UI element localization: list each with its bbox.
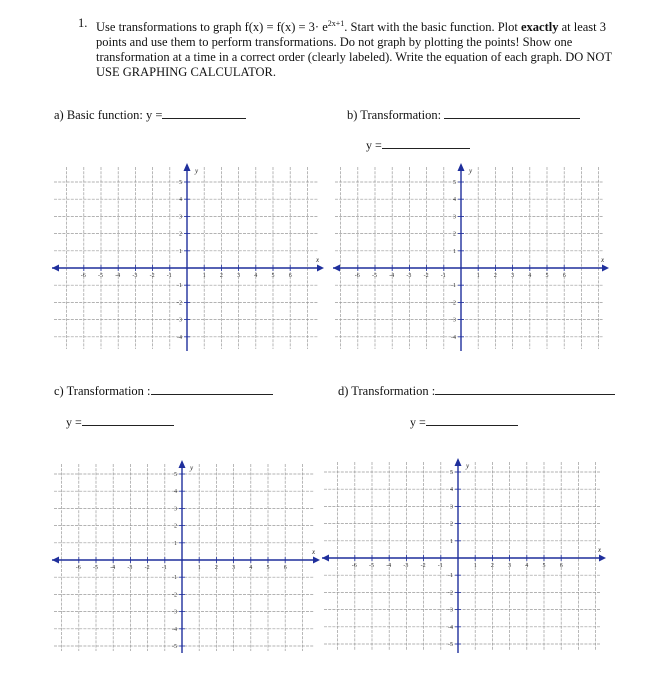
x-tick-label: -1	[440, 273, 446, 279]
x-tick-label: 2	[493, 273, 497, 279]
x-tick-label: -6	[351, 563, 357, 569]
y-tick-label: -2	[451, 300, 456, 307]
y-tick-label: 3	[179, 214, 182, 221]
part-c-equation-blank[interactable]	[82, 415, 174, 426]
part-b-label	[347, 108, 580, 123]
x-tick-label: -6	[75, 565, 81, 571]
y-tick-label: 1	[450, 538, 453, 545]
x-axis-arrow-left	[52, 265, 59, 272]
part-c-transformation-blank[interactable]	[151, 384, 273, 395]
x-axis-label: x	[598, 546, 602, 554]
y-tick-label: -2	[448, 590, 453, 597]
part-a-y-label: y =	[146, 108, 163, 122]
x-tick-label: 5	[266, 565, 270, 571]
x-tick-label: -6	[80, 273, 86, 279]
y-tick-label: -5	[448, 642, 453, 648]
y-tick-label: -3	[172, 609, 177, 616]
x-tick-label: 1	[473, 563, 477, 569]
y-axis-label: y	[469, 167, 473, 175]
axes	[333, 163, 609, 351]
x-tick-label: 6	[559, 563, 563, 569]
x-axis-arrow-right	[599, 555, 606, 562]
y-tick-label: -1	[448, 573, 453, 580]
y-tick-label: 5	[179, 180, 182, 186]
x-tick-label: -2	[420, 563, 426, 569]
part-b-title: b) Transformation:	[347, 108, 442, 122]
x-axis-arrow-right	[602, 265, 609, 272]
x-tick-label: -1	[166, 273, 172, 279]
x-tick-label: 6	[283, 565, 287, 571]
x-tick-label: 6	[562, 273, 566, 279]
y-tick-label: -4	[177, 334, 182, 341]
y-tick-label: 4	[179, 197, 182, 204]
y-tick-label: -1	[177, 283, 182, 290]
x-tick-label: 2	[214, 565, 218, 571]
y-tick-label: -2	[172, 592, 177, 599]
x-tick-label: -1	[161, 565, 167, 571]
x-tick-label: -5	[98, 273, 103, 279]
x-tick-label: -3	[406, 273, 412, 279]
x-tick-label: -5	[369, 563, 374, 569]
y-tick-label: 3	[174, 506, 177, 513]
part-d-y-label: y =	[410, 415, 426, 429]
y-tick-label: 3	[453, 214, 456, 221]
part-c-label	[54, 384, 273, 399]
y-tick-label: 3	[450, 504, 453, 511]
question-bold-word: exactly	[520, 20, 559, 35]
y-tick-label: -1	[451, 283, 456, 290]
x-tick-label: -1	[437, 563, 443, 569]
y-axis-label: y	[195, 167, 199, 175]
x-axis-arrow-left	[52, 557, 59, 564]
x-tick-label: 5	[271, 273, 275, 279]
tick-labels	[352, 470, 563, 648]
y-tick-label: -3	[448, 607, 453, 614]
part-d-transformation-blank[interactable]	[435, 384, 615, 395]
x-tick-label: -6	[354, 273, 360, 279]
part-d-equation-blank[interactable]	[426, 415, 518, 426]
x-tick-label: 2	[490, 563, 494, 569]
tick-labels	[76, 472, 287, 650]
x-tick-label: -4	[115, 273, 121, 279]
y-tick-label: -5	[172, 644, 177, 650]
axes	[52, 163, 324, 351]
y-tick-label: 5	[450, 470, 453, 476]
x-tick-label: 4	[528, 273, 532, 279]
graph-a[interactable]	[52, 163, 326, 353]
part-b-y-label: y =	[366, 138, 382, 152]
x-tick-label: -4	[110, 565, 116, 571]
y-tick-label: 2	[453, 231, 456, 238]
x-axis-arrow-right	[313, 557, 320, 564]
question-text	[96, 16, 636, 80]
x-tick-label: 4	[249, 565, 253, 571]
x-tick-label: -3	[127, 565, 133, 571]
x-tick-label: -4	[389, 273, 395, 279]
part-b-equation	[366, 138, 470, 153]
x-tick-label: 3	[511, 273, 515, 279]
x-tick-label: 1	[197, 565, 201, 571]
x-tick-label: -2	[144, 565, 150, 571]
tick-labels	[81, 180, 292, 341]
y-axis-arrow-up	[179, 460, 186, 468]
x-tick-label: -5	[93, 565, 98, 571]
x-tick-label: -3	[403, 563, 409, 569]
y-tick-label: 5	[174, 472, 177, 478]
tick-labels	[355, 180, 566, 341]
part-c-title: c) Transformation :	[54, 384, 151, 398]
x-axis-arrow-right	[317, 265, 324, 272]
y-axis-arrow-up	[184, 163, 191, 171]
x-tick-label: -2	[149, 273, 155, 279]
x-tick-label: -2	[423, 273, 429, 279]
x-tick-label: -3	[132, 273, 138, 279]
x-axis-label: x	[601, 256, 605, 264]
y-tick-label: -2	[177, 300, 182, 307]
part-b-equation-blank[interactable]	[382, 138, 470, 149]
question-rest: at least 3 points and use them to perform transformations. Do not graph by plotting the points! Show one transformation at a time in a correct order (clearly labeled). Write the equation of each graph. DO NOT USE GRAPHING CALCULATOR.	[96, 20, 612, 80]
question-number: 1.	[78, 16, 88, 30]
grid-lines	[335, 167, 603, 349]
part-c-y-label: y =	[66, 415, 82, 429]
y-tick-label: -4	[451, 334, 456, 341]
y-tick-label: 1	[174, 540, 177, 547]
x-tick-label: 3	[237, 273, 241, 279]
x-tick-label: 2	[219, 273, 223, 279]
y-axis-arrow-up	[455, 458, 462, 466]
x-tick-label: 1	[476, 273, 480, 279]
question-exponent: 2x+1	[327, 19, 345, 28]
y-tick-label: 4	[453, 197, 456, 204]
x-axis-label: x	[312, 548, 316, 556]
graph-d[interactable]	[322, 458, 608, 655]
part-d-title: d) Transformation :	[338, 384, 436, 398]
x-tick-label: -5	[372, 273, 377, 279]
graph-c[interactable]	[52, 460, 322, 655]
x-axis-arrow-left	[322, 555, 329, 562]
graph-b[interactable]	[333, 163, 611, 353]
x-axis-label: x	[316, 256, 320, 264]
axes	[52, 460, 320, 653]
y-axis-label: y	[466, 462, 470, 470]
x-axis-arrow-left	[333, 265, 340, 272]
question-after-exponent: . Start with the basic function. Plot	[344, 20, 521, 35]
part-b-transformation-blank[interactable]	[444, 108, 580, 119]
x-tick-label: 3	[508, 563, 512, 569]
part-a-label	[54, 108, 246, 123]
part-d-label	[338, 384, 615, 399]
x-tick-label: 3	[232, 565, 236, 571]
y-tick-label: 1	[179, 248, 182, 255]
x-tick-label: 4	[254, 273, 258, 279]
x-tick-label: 5	[542, 563, 546, 569]
x-tick-label: 5	[545, 273, 549, 279]
x-tick-label: 6	[288, 273, 292, 279]
grid-lines	[324, 462, 600, 651]
part-c-equation	[66, 415, 174, 430]
grid-lines	[54, 167, 318, 349]
y-tick-label: 5	[453, 180, 456, 186]
y-tick-label: 4	[174, 489, 177, 496]
y-tick-label: -4	[448, 624, 453, 631]
y-tick-label: 4	[450, 487, 453, 494]
grid-lines	[54, 464, 314, 651]
y-tick-label: -4	[172, 626, 177, 633]
part-a-function-blank[interactable]	[162, 108, 246, 119]
y-axis-label: y	[190, 464, 194, 472]
y-tick-label: 1	[453, 248, 456, 255]
y-tick-label: -1	[172, 575, 177, 582]
y-tick-label: -3	[177, 317, 182, 324]
y-tick-label: 2	[450, 521, 453, 528]
part-d-equation	[410, 415, 518, 430]
part-a-title: a) Basic function:	[54, 108, 143, 122]
x-tick-label: -4	[386, 563, 392, 569]
axes	[322, 458, 606, 653]
question-intro: Use transformations to graph f(x) = f(x) = 3· e	[96, 20, 328, 35]
x-tick-label: 1	[202, 273, 206, 279]
x-tick-label: 4	[525, 563, 529, 569]
y-tick-label: 2	[174, 523, 177, 530]
y-axis-arrow-up	[458, 163, 465, 171]
y-tick-label: 2	[179, 231, 182, 238]
y-tick-label: -3	[451, 317, 456, 324]
